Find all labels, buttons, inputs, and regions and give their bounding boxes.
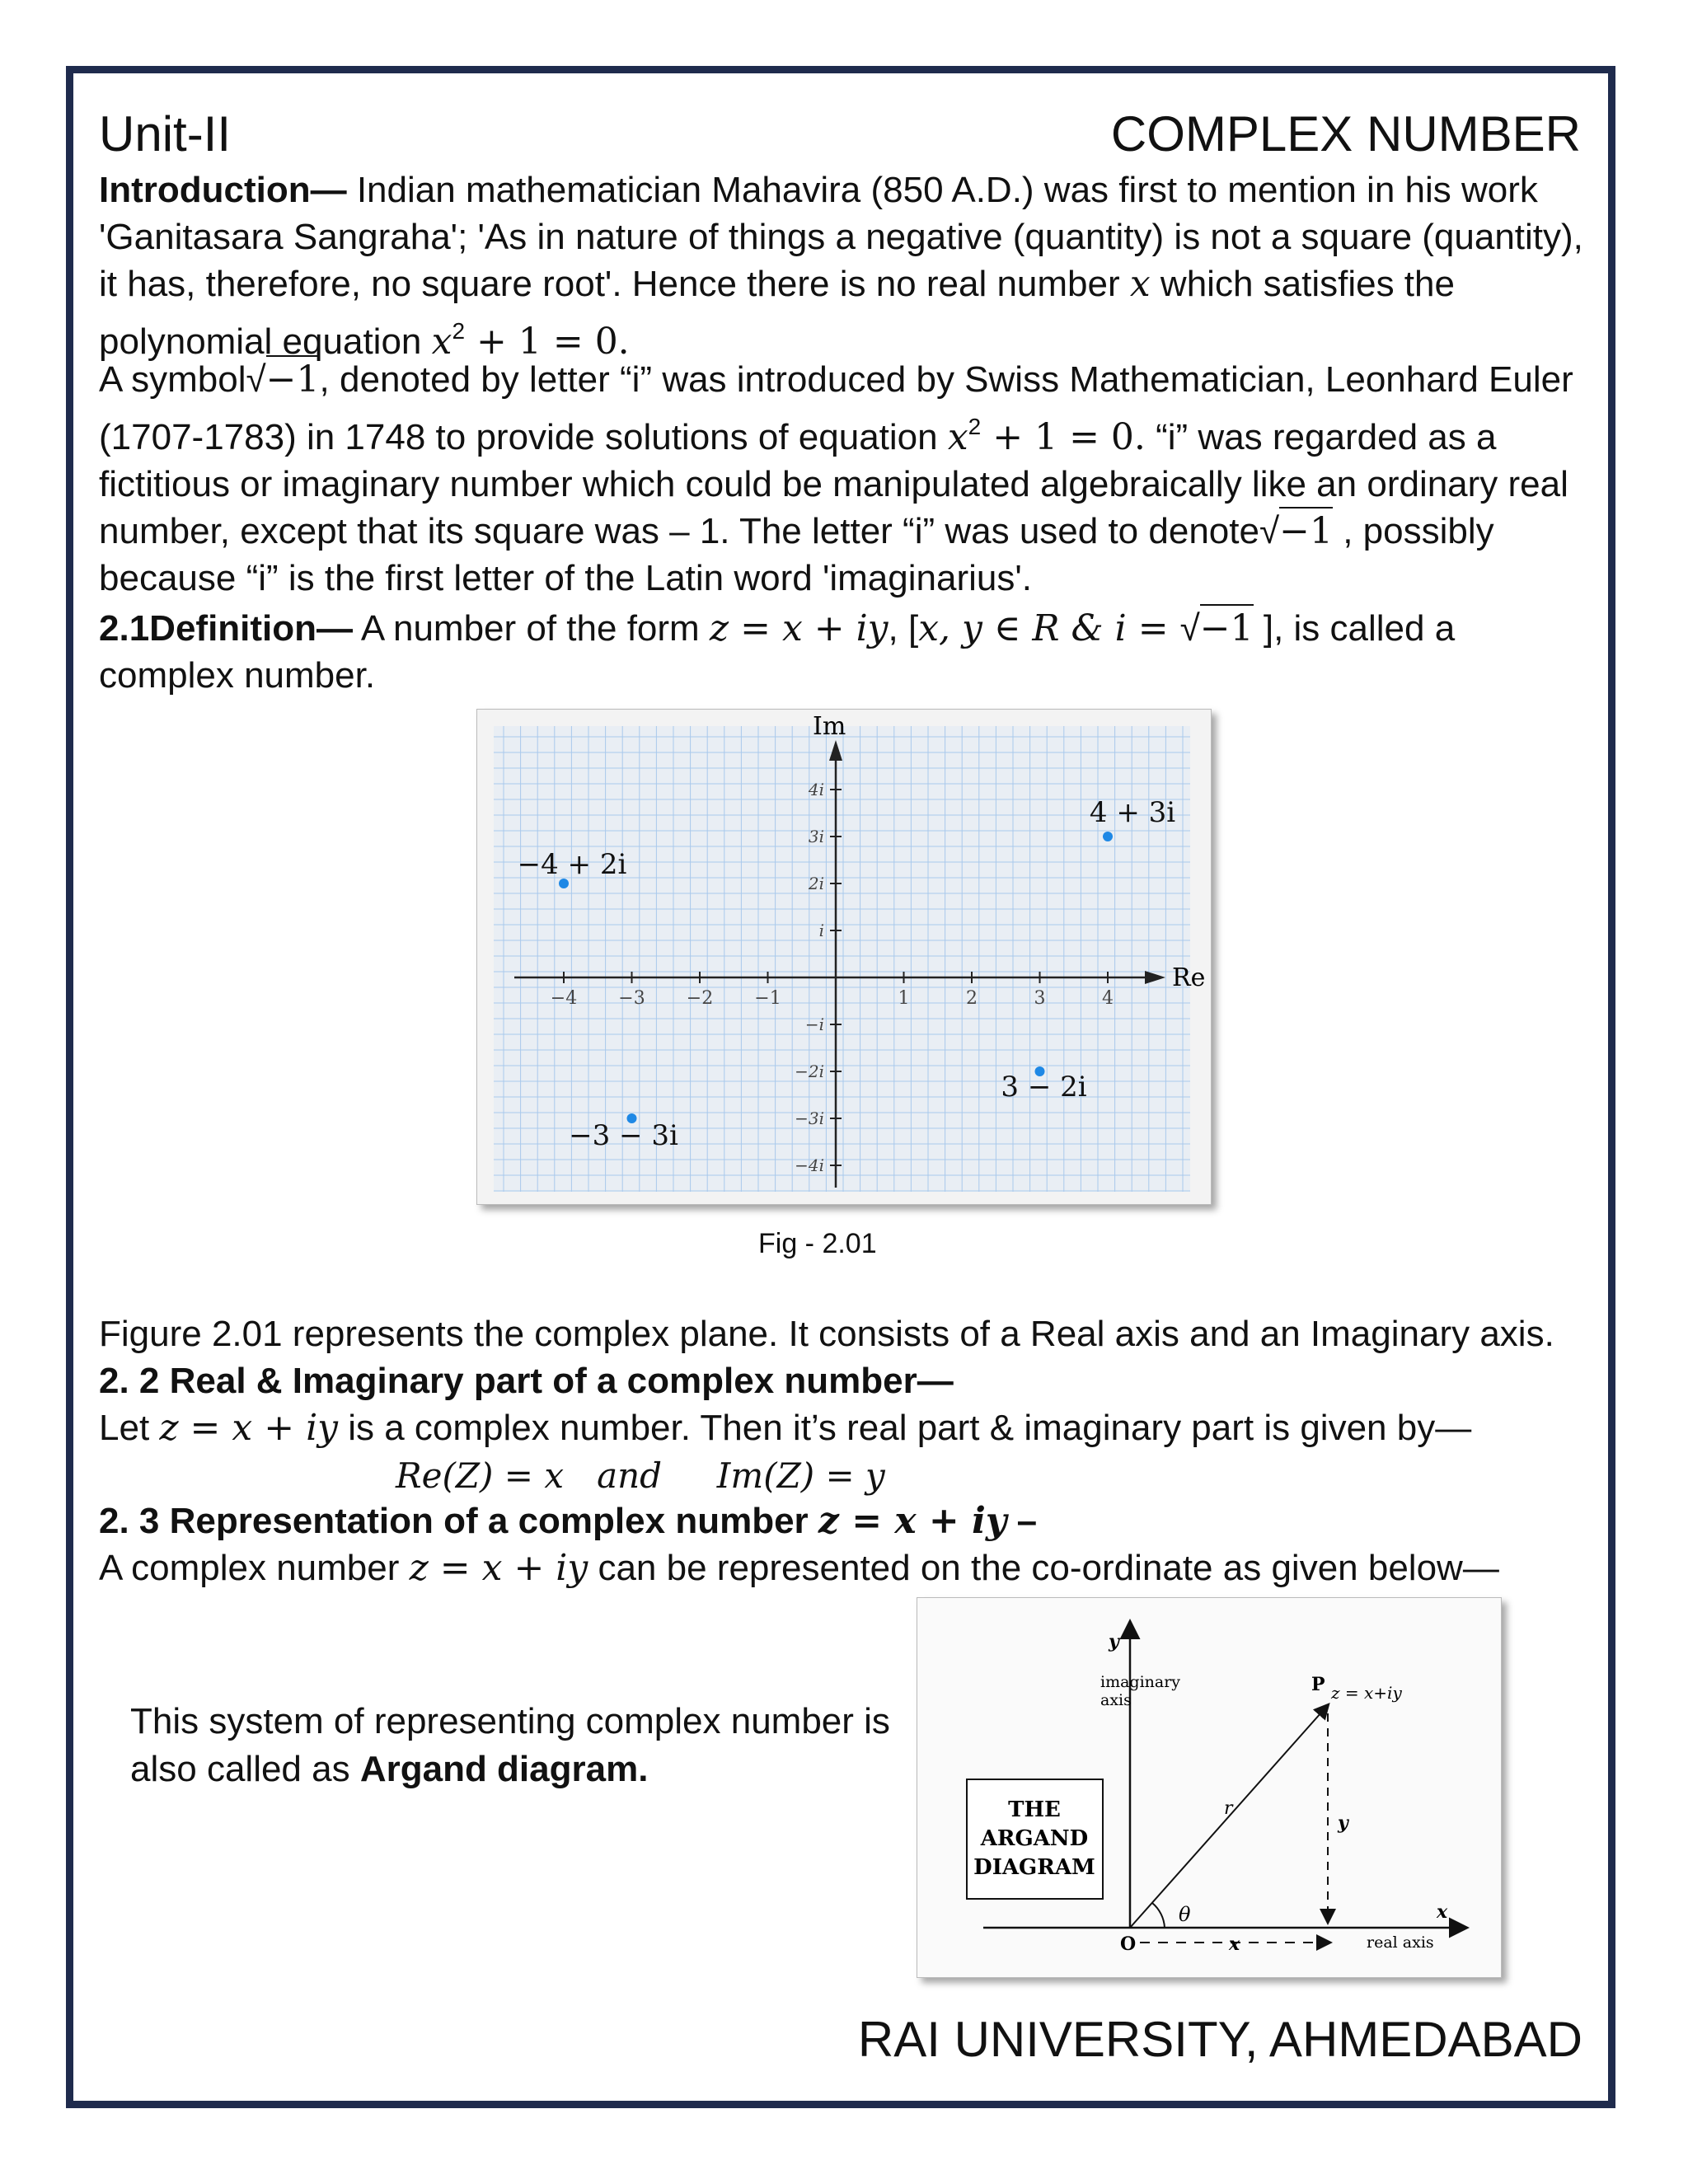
symbol-eq-base: x [947, 416, 968, 458]
symbol-sqrt-1: −1 [266, 355, 320, 401]
y-tick-label: −3i [795, 1108, 824, 1128]
argand-note-bold: Argand diagram. [359, 1749, 649, 1789]
page-title: COMPLEX NUMBER [1110, 106, 1581, 162]
argand-z-label: z = x+iy [1331, 1683, 1402, 1703]
section-2-2-math: z = x + iy [159, 1407, 338, 1449]
complex-plane-figure [476, 709, 1212, 1205]
argand-r-label: r [1224, 1798, 1233, 1819]
y-tick-label: 4i [808, 780, 824, 799]
argand-box-line2: ARGAND [980, 1826, 1089, 1851]
argand-note [130, 1698, 897, 1793]
complex-point-label: 4 + 3i [1089, 796, 1176, 829]
x-tick-label: −4 [550, 988, 578, 1009]
argand-x-label: x [1437, 1901, 1448, 1923]
section-2-2-heading: 2. 2 Real & Imaginary part of a complex number— [99, 1361, 954, 1401]
x-tick-label: −2 [686, 988, 714, 1009]
argand-theta-arc [1152, 1903, 1165, 1928]
section-2-3-text-1: A complex number [99, 1548, 410, 1588]
argand-note-text: This system of representing complex number is also called as [130, 1701, 890, 1789]
definition-sqrt: −1 [1200, 604, 1254, 649]
real-axis-label: Re [1172, 963, 1206, 992]
x-tick-label: −1 [754, 988, 781, 1009]
intro-eq-base: x [431, 321, 452, 363]
argand-svg [917, 1598, 1501, 1977]
y-tick-label: −4i [795, 1155, 824, 1175]
footer-university: RAI UNIVERSITY, AHMEDABAD [857, 2012, 1582, 2067]
intro-eq-rest: + 1 = 0. [465, 321, 630, 363]
y-tick-label: 3i [808, 827, 824, 846]
complex-point-label: −3 − 3i [569, 1119, 678, 1152]
re-im-formula: Re(Z) = x and Im(Z) = y [396, 1455, 885, 1496]
figure-caption: Fig - 2.01 [758, 1228, 877, 1259]
complex-plane-svg [477, 710, 1211, 1204]
argand-imaginary-label: imaginary [1100, 1673, 1181, 1691]
symbol-eq-exp: 2 [968, 414, 982, 439]
definition-text-3: ], is called a complex number. [99, 608, 1456, 696]
argand-figure [917, 1597, 1502, 1978]
section-2-2 [99, 1357, 1599, 1451]
definition-math-1: z = x + iy [709, 607, 889, 649]
section-2-3-heading-dash: – [1006, 1501, 1038, 1541]
y-tick-label: i [818, 921, 824, 940]
symbol-text-1: A symbol [99, 359, 246, 400]
intro-text-1: Indian mathematician Mahavira (850 A.D.) was first to mention in his work 'Ganitasara Sangraha'; 'As in nature of things a negative (quantity) is not a square (quantity), it has, therefore, no square root'. Hence there is no real number [99, 170, 1583, 304]
x-tick-label: 3 [1034, 988, 1046, 1009]
argand-origin-label: O [1120, 1933, 1137, 1955]
symbol-sqrt-2: −1 [1279, 507, 1333, 552]
argand-box-line1: THE [1008, 1797, 1061, 1822]
symbol-text-4: , possibly because “i” is the first letter of the Latin word 'imaginarius'. [99, 511, 1494, 598]
argand-P-label: P [1311, 1674, 1325, 1695]
definition-math-2: x, y ∈ R & i = [918, 607, 1180, 649]
symbol-text-2: , denoted by letter “i” was introduced by Swiss Mathematician, Leonhard Euler (1707-1783) in 1748 to provide solutions of equation [99, 359, 1573, 457]
unit-label: Unit-II [99, 106, 232, 162]
symbol-text-3: “i” was regarded as a fictitious or imaginary number which could be manipulated algebraically like an ordinary real number, except that its square was – 1. The letter “i” was used to denote [99, 417, 1568, 551]
x-tick-label: 1 [898, 988, 910, 1009]
symbol-paragraph: A symbol√−1, denoted by letter “i” was introduced by Swiss Mathematician, Leonhard Euler (1707-1783) in 1748 to provide solutions of equation $x^2 + 1 = 0$. “i” was regarded as a fictitious or imaginary number which could be manipulated algebraically like an ordinary real number, except that its square was – 1. The letter “i” was used to denote√−1 , possibly because “i” is the first letter of the Latin word 'imaginarius'. [99, 356, 1599, 602]
complex-point-label: −4 + 2i [517, 848, 627, 881]
figure-description: Figure 2.01 represents the complex plane. It consists of a Real axis and an Imaginary axis. [99, 1314, 1554, 1354]
intro-eq-exp: 2 [452, 318, 466, 344]
intro-heading: Introduction— [99, 170, 347, 210]
y-tick-label: −i [804, 1015, 824, 1034]
definition-heading: 2.1Definition— [99, 608, 354, 649]
argand-y-seg-label: y [1338, 1812, 1348, 1834]
y-tick-label: 2i [808, 874, 824, 893]
argand-theta-label: θ [1179, 1903, 1191, 1926]
section-2-3-math: z = x + iy [409, 1547, 588, 1589]
argand-real-axis-label: real axis [1367, 1933, 1434, 1952]
intro-paragraph [99, 166, 1599, 365]
argand-axis-label: axis [1100, 1691, 1132, 1709]
x-tick-label: 4 [1102, 988, 1114, 1009]
section-2-2-text-1: Let [99, 1408, 160, 1448]
intro-var-x: x [1129, 263, 1151, 305]
section-2-3-heading: 2. 3 Representation of a complex number [99, 1501, 818, 1541]
complex-point [1103, 832, 1113, 841]
symbol-eq-rest: + 1 = 0. [981, 416, 1146, 458]
definition-paragraph: 2.1Definition— A number of the form z = x + iy, [x, y ∈ R & i = √−1 ], is called a complex number. [99, 605, 1599, 699]
y-tick-label: −2i [795, 1062, 824, 1081]
section-2-3-text-2: can be represented on the co-ordinate as given below— [588, 1548, 1499, 1588]
section-2-3-heading-math: z = x + iy [818, 1500, 1007, 1542]
section-2-3 [99, 1497, 1599, 1591]
argand-box-line3: DIAGRAM [973, 1855, 1095, 1880]
imag-axis-label: Im [813, 712, 846, 741]
section-2-2-text-2: is a complex number. Then it’s real part & imaginary part is given by— [338, 1408, 1472, 1448]
x-tick-label: 2 [966, 988, 978, 1009]
definition-text-2: , [ [888, 608, 919, 649]
argand-x-seg-label: x [1229, 1933, 1240, 1955]
definition-text-1: A number of the form [353, 608, 710, 649]
intro-text-2: which satisfies the polynomial equation [99, 264, 1455, 362]
argand-y-label: y [1109, 1631, 1119, 1652]
x-tick-label: −3 [618, 988, 645, 1009]
complex-point-label: 3 − 2i [1001, 1071, 1087, 1104]
